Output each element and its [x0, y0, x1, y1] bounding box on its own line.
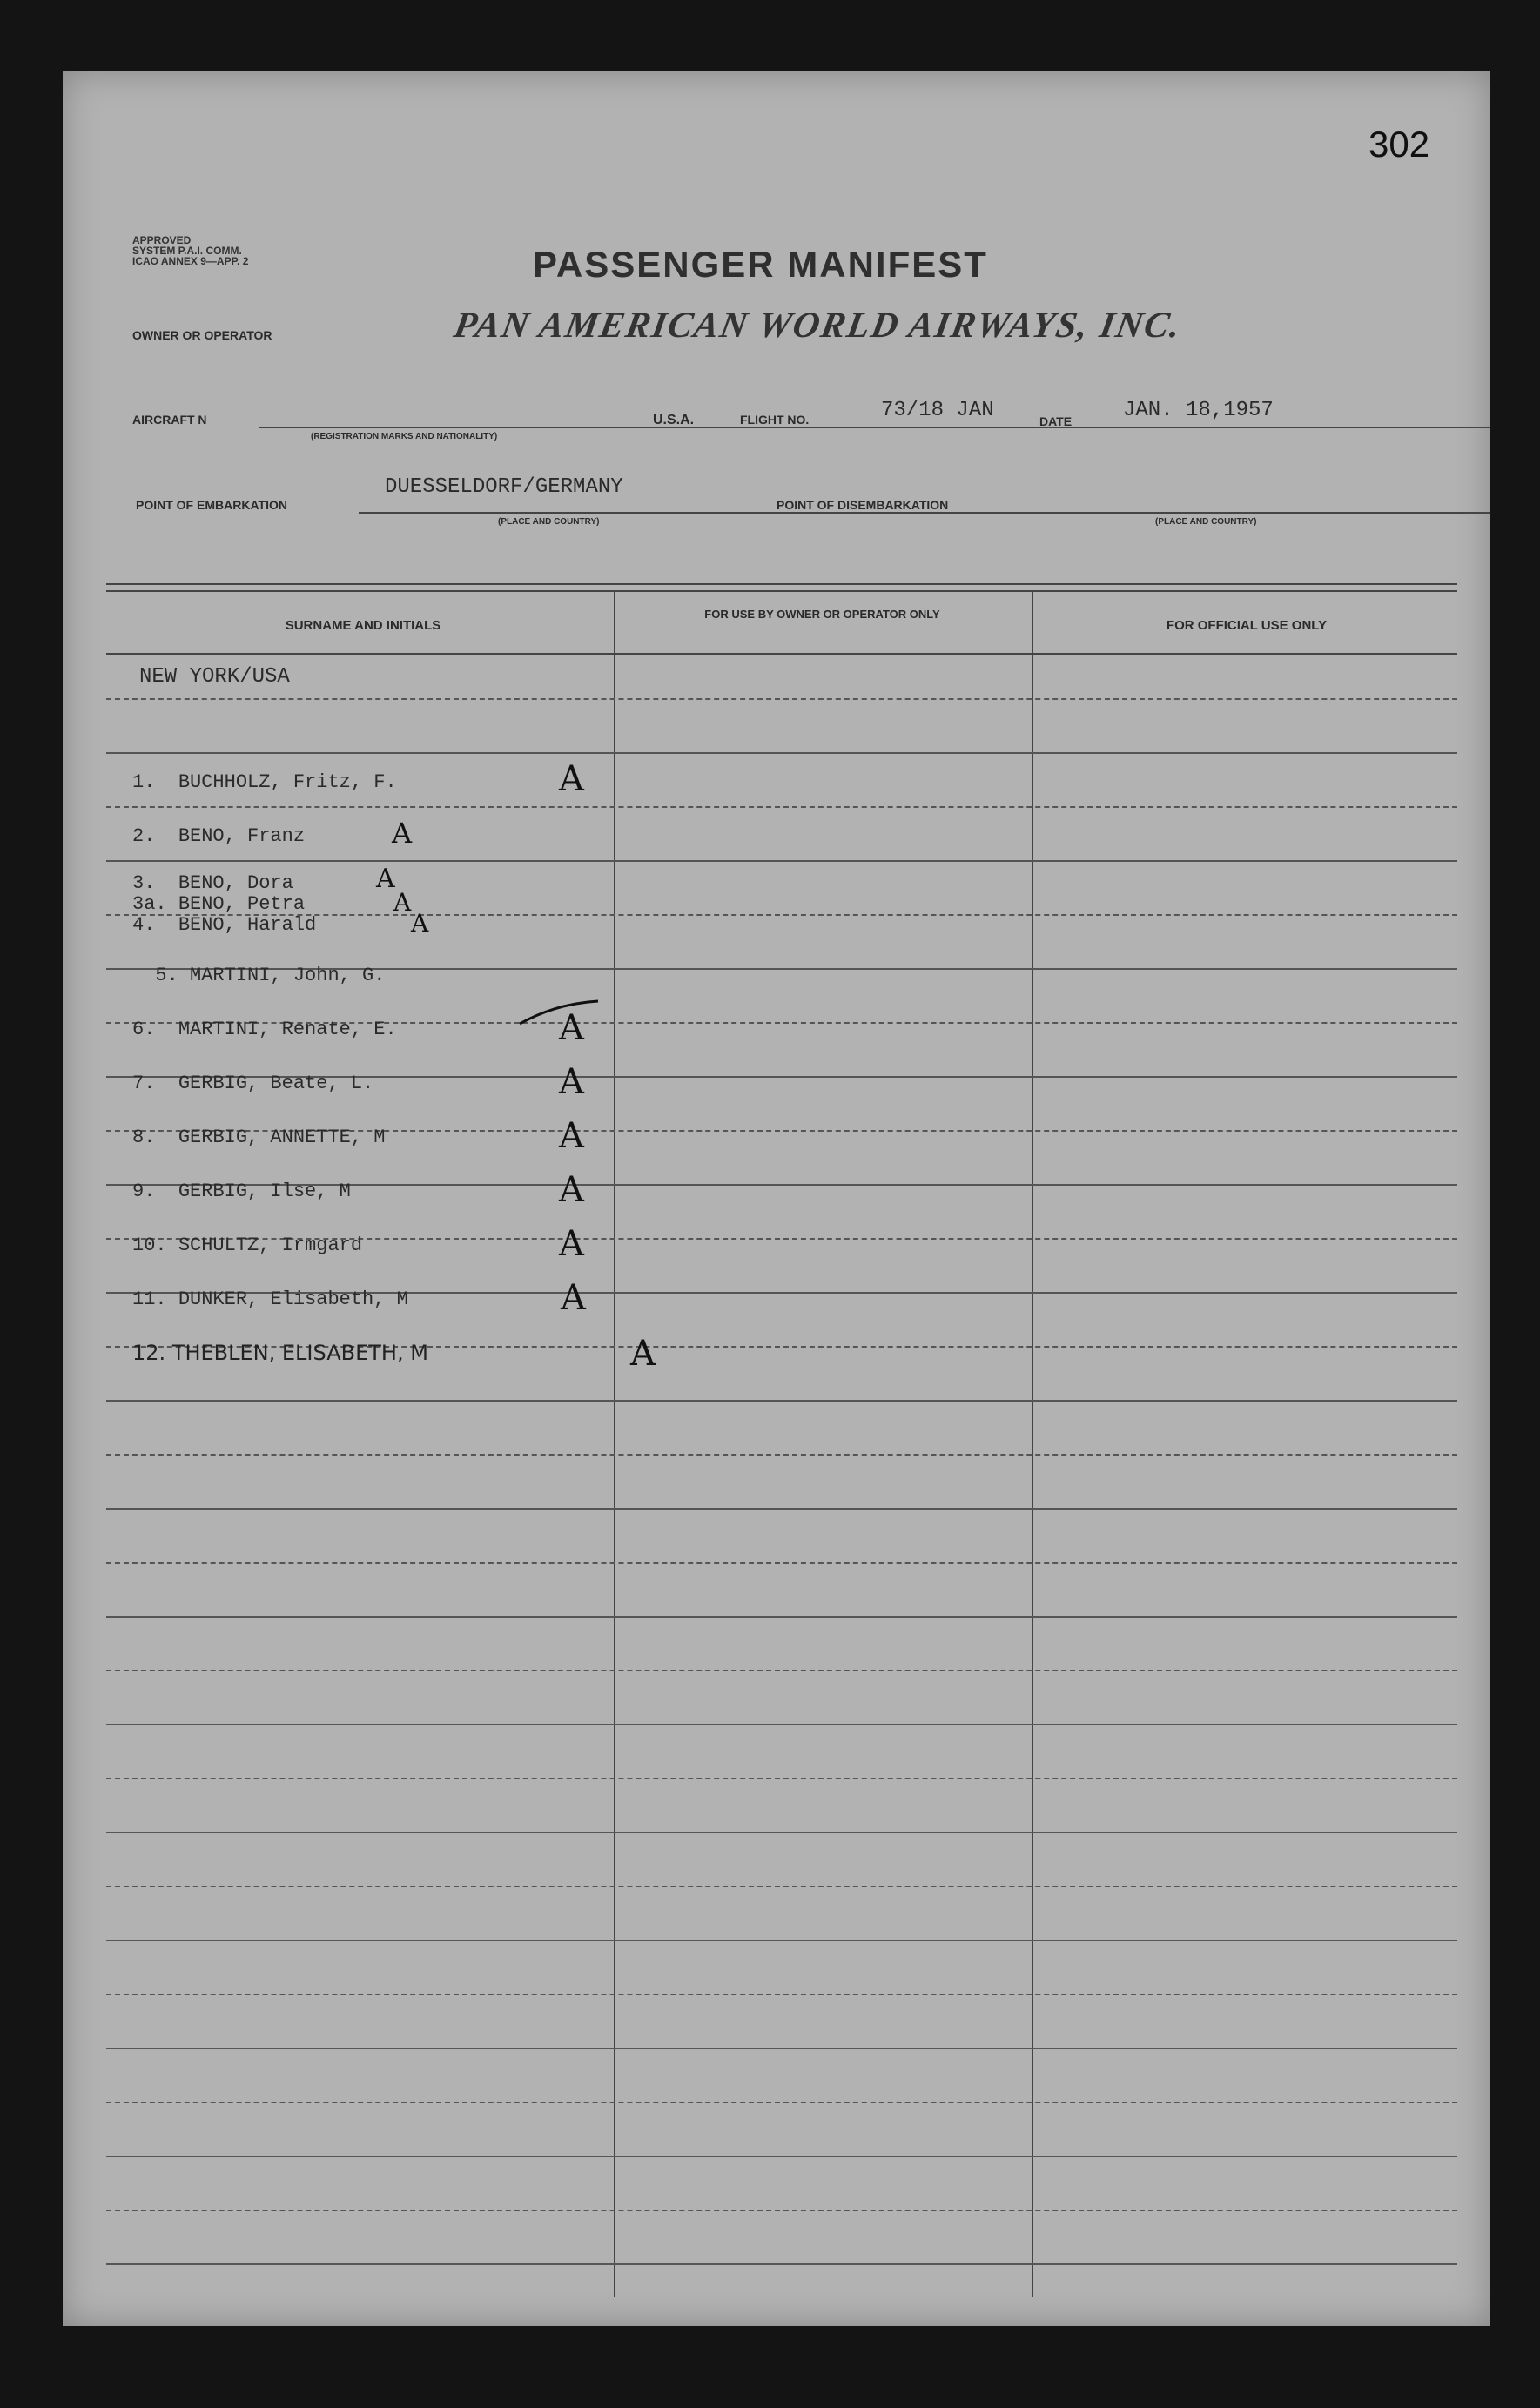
approval-stamp	[132, 235, 248, 266]
passenger-entry	[132, 965, 385, 986]
place-country-sublabel-2: (PLACE AND COUNTRY)	[1155, 517, 1257, 527]
place-country-sublabel: (PLACE AND COUNTRY)	[498, 517, 600, 527]
passenger-name: GERBIG, Beate, L.	[178, 1073, 374, 1094]
row-line	[106, 1724, 1457, 1725]
row-line	[106, 1454, 1457, 1456]
column-divider-1	[614, 590, 615, 2297]
handwritten-stroke	[515, 994, 602, 1029]
passenger-name: GERBIG, Ilse, M	[178, 1180, 351, 1202]
nationality: U.S.A.	[653, 413, 695, 427]
handwritten-mark: A	[630, 1334, 656, 1374]
row-line	[106, 860, 1457, 862]
passenger-number: 6.	[132, 1019, 156, 1040]
embarkation-line	[359, 512, 1490, 514]
passenger-name: MARTINI, John, G.	[190, 965, 386, 986]
passenger-entry-handwritten	[132, 1341, 428, 1365]
approval-line: APPROVED	[132, 234, 192, 246]
passenger-number: 8.	[132, 1127, 156, 1148]
passenger-number: 9.	[132, 1180, 156, 1202]
row-line	[106, 1400, 1457, 1402]
registration-sublabel: (REGISTRATION MARKS AND NATIONALITY)	[311, 432, 498, 441]
flight-number: 73/18 JAN	[881, 399, 994, 422]
header-rule-top	[106, 583, 1457, 585]
passenger-name: BUCHHOLZ, Fritz, F.	[178, 771, 397, 793]
row-line	[106, 752, 1457, 754]
passenger-entry	[132, 825, 305, 847]
passenger-name: BENO, Harald	[178, 914, 317, 936]
row-line	[106, 1940, 1457, 1941]
row-line	[106, 1886, 1457, 1887]
handwritten-mark: A	[559, 1008, 584, 1048]
column-divider-2	[1032, 590, 1033, 2297]
handwritten-mark: A	[561, 1278, 586, 1318]
passenger-number: 10.	[132, 1234, 167, 1256]
passenger-number: 4.	[132, 914, 156, 936]
flight-label: FLIGHT NO.	[740, 413, 810, 427]
passenger-number: 7.	[132, 1073, 156, 1094]
passenger-name: BENO, Franz	[178, 825, 306, 847]
embarkation-label: POINT OF EMBARKATION	[136, 498, 287, 512]
passenger-entry	[132, 1180, 351, 1202]
operator-name: PAN AMERICAN WORLD AIRWAYS, INC.	[450, 306, 1186, 346]
header-rule-top-2	[106, 590, 1457, 592]
passenger-number: 12.	[132, 1341, 166, 1365]
passenger-entry	[132, 893, 305, 915]
handwritten-mark: A	[559, 759, 584, 799]
column-header-operator: FOR USE BY OWNER OR OPERATOR ONLY	[704, 608, 940, 621]
handwritten-mark: A	[559, 1170, 584, 1210]
handwritten-mark: A	[376, 864, 395, 894]
row-line	[106, 806, 1457, 808]
passenger-entry	[132, 914, 316, 936]
row-line	[106, 1508, 1457, 1510]
passenger-entry	[132, 1288, 408, 1310]
row-line	[106, 1616, 1457, 1618]
passenger-name: THEBLEN, ELISABETH, M	[171, 1341, 428, 1365]
row-line	[106, 2102, 1457, 2103]
row-line	[106, 2048, 1457, 2049]
column-header-official: FOR OFFICIAL USE ONLY	[1166, 618, 1328, 633]
handwritten-mark: A	[411, 909, 429, 938]
row-line	[106, 1994, 1457, 1995]
row-line	[106, 2263, 1457, 2265]
embarkation-place: DUESSELDORF/GERMANY	[385, 475, 623, 499]
passenger-entry	[132, 872, 293, 894]
passenger-entry	[132, 1127, 385, 1148]
aircraft-label: AIRCRAFT N	[132, 413, 207, 427]
column-header-name: SURNAME AND INITIALS	[285, 618, 441, 633]
approval-line: ICAO ANNEX 9—APP. 2	[132, 255, 249, 267]
row-line	[106, 1778, 1457, 1779]
passenger-number: 3a.	[132, 893, 167, 915]
passenger-name: SCHULTZ, Irmgard	[178, 1234, 363, 1256]
aircraft-line	[259, 427, 1490, 428]
row-line	[106, 2156, 1457, 2157]
passenger-number: 11.	[132, 1288, 167, 1310]
passenger-name: MARTINI, Renate, E.	[178, 1019, 397, 1040]
passenger-name: DUNKER, Elisabeth, M	[178, 1288, 408, 1310]
row-line	[106, 698, 1457, 700]
handwritten-mark: A	[559, 1224, 584, 1264]
page-number: 302	[1369, 124, 1430, 165]
handwritten-mark: A	[559, 1116, 584, 1156]
passenger-number: 5.	[155, 965, 178, 986]
passenger-entry	[132, 1234, 362, 1256]
page-title: PASSENGER MANIFEST	[533, 244, 988, 285]
passenger-name: BENO, Petra	[178, 893, 306, 915]
passenger-name: BENO, Dora	[178, 872, 293, 894]
row-line	[106, 1562, 1457, 1564]
handwritten-mark: A	[392, 817, 413, 850]
passenger-number: 1.	[132, 771, 156, 793]
passenger-entry	[132, 1019, 397, 1040]
header-rule-bottom	[106, 653, 1457, 655]
destination: NEW YORK/USA	[139, 665, 290, 689]
flight-date: JAN. 18,1957	[1123, 399, 1274, 422]
passenger-entry	[132, 1073, 373, 1094]
disembarkation-label: POINT OF DISEMBARKATION	[777, 498, 949, 512]
handwritten-mark: A	[559, 1062, 584, 1102]
handwritten-mark: A	[393, 888, 412, 917]
date-label: DATE	[1039, 414, 1073, 428]
row-line	[106, 1670, 1457, 1671]
owner-label: OWNER OR OPERATOR	[132, 328, 272, 342]
passenger-number: 3.	[132, 872, 156, 894]
passenger-number: 2.	[132, 825, 156, 847]
manifest-sheet	[63, 71, 1490, 2326]
passenger-name: GERBIG, ANNETTE, M	[178, 1127, 386, 1148]
approval-line: SYSTEM P.A.I. COMM.	[132, 245, 242, 257]
passenger-entry	[132, 771, 397, 793]
row-line	[106, 2210, 1457, 2211]
row-line	[106, 1832, 1457, 1833]
